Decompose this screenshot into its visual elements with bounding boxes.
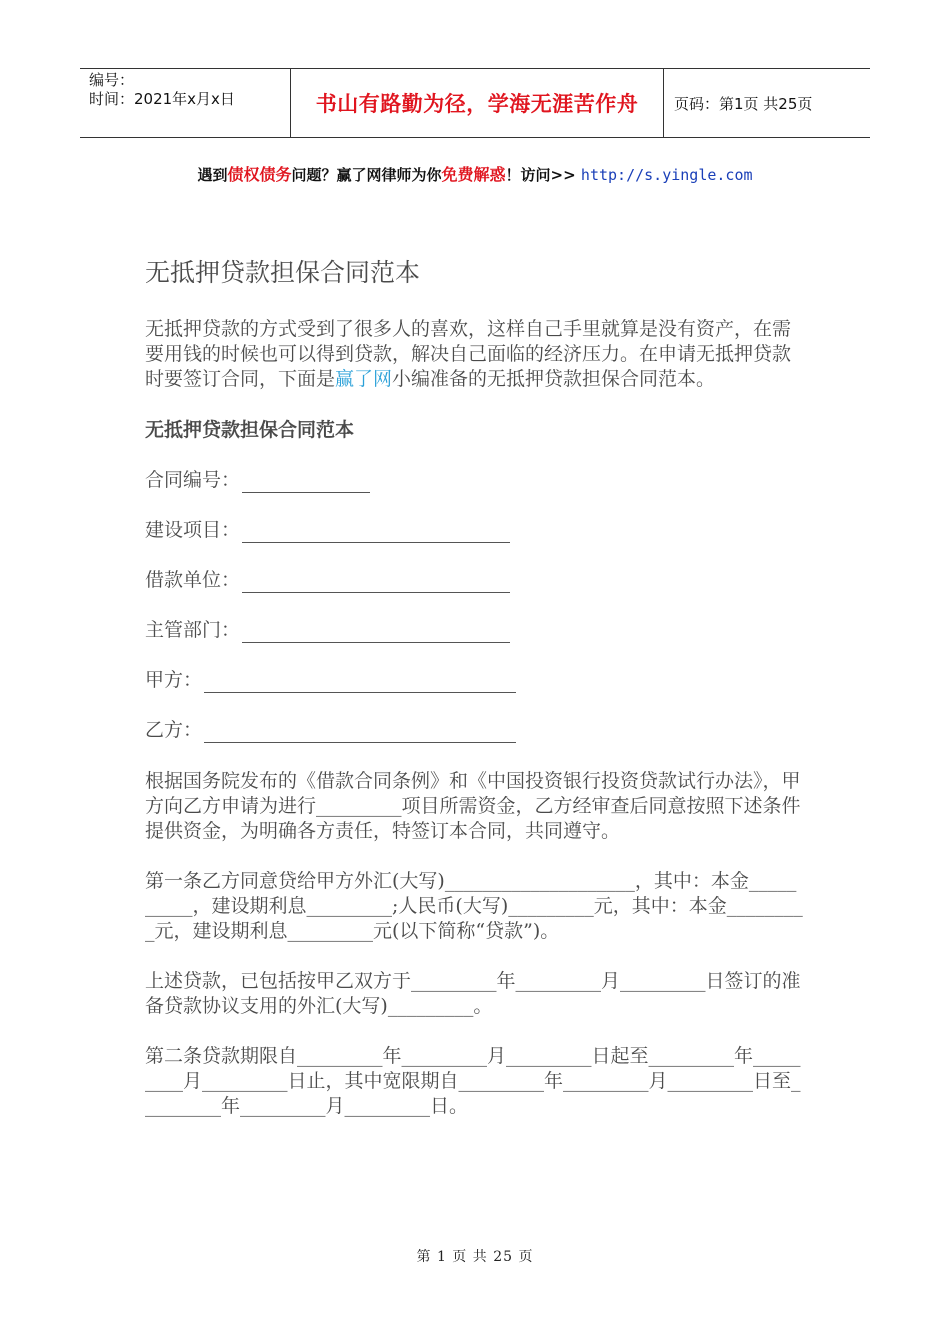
- document-header: [80, 68, 870, 138]
- paragraph-loan-scope: 上述贷款，已包括按甲乙双方于_________年_________月_________日签订的准备贷款协议支用的外汇(大写)_________。: [145, 970, 801, 1017]
- field-label: 乙方：: [145, 719, 203, 741]
- document-number-label: 编号：: [89, 71, 135, 89]
- promo-banner: [0, 162, 950, 185]
- paragraph-article-1: 第一条乙方同意贷给甲方外汇(大写)____________________，其中：本金__________，建设期利息_________;人民币(大写)_________元，其中：本金_________元，建设期利息_________元(以下简称“贷款”)。: [145, 870, 803, 942]
- article-title: 无抵押贷款担保合同范本: [145, 258, 421, 287]
- promo-link[interactable]: http://s.yingle.com: [580, 166, 753, 184]
- intro-text: 无抵押贷款的方式受到了很多人的喜欢，这样自己手里就算是没有资产，在需要用钱的时候也可以得到贷款，解决自己面临的经济压力。在申请无抵押贷款时要签订合同，下面是: [145, 318, 792, 390]
- document-time-label: 时间：2021年x月x日: [89, 90, 235, 108]
- field-label: 借款单位：: [145, 569, 241, 591]
- field-label: 甲方：: [145, 669, 203, 691]
- page-footer: 第 1 页 共 25 页: [416, 1249, 534, 1265]
- party-a-field: [145, 668, 805, 693]
- header-motto: 书山有路勤为径，学海无涯苦作舟: [290, 69, 664, 137]
- department-field: [145, 618, 805, 643]
- paragraph-article-2: 第二条贷款期限自_________年_________月_________日起至_________年_________月_________日止，其中宽限期自_________年_________月_________日至_________年_________月_________日。: [145, 1045, 801, 1117]
- contract-number-field: [145, 468, 805, 493]
- blank-line: [204, 724, 516, 743]
- field-label: 建设项目：: [145, 519, 241, 541]
- blank-line: [242, 574, 510, 593]
- field-label: 合同编号：: [145, 469, 241, 491]
- intro-text-end: 小编准备的无抵押贷款担保合同范本。: [392, 368, 716, 390]
- paragraph-basis: 根据国务院发布的《借款合同条例》和《中国投资银行投资贷款试行办法》，甲方向乙方申请为进行_________项目所需资金，乙方经审查后同意按照下述条件提供资金，为明确各方责任，特签订本合同，共同遵守。: [145, 770, 801, 842]
- borrower-field: [145, 568, 805, 593]
- intro-paragraph: [145, 317, 805, 392]
- promo-highlight: 免费解惑: [441, 165, 506, 184]
- promo-keyword: 债权债务: [227, 165, 292, 184]
- field-label: 主管部门：: [145, 619, 241, 641]
- header-meta: [80, 69, 290, 137]
- blank-line: [242, 624, 510, 643]
- section-subtitle: 无抵押贷款担保合同范本: [145, 419, 355, 441]
- header-page-info: 页码：第1页 共25页: [674, 94, 813, 113]
- project-field: [145, 518, 805, 543]
- blank-line: [204, 674, 516, 693]
- party-b-field: [145, 718, 805, 743]
- promo-prefix: 遇到: [197, 166, 228, 184]
- article-body: [145, 256, 805, 1119]
- blank-line: [242, 474, 370, 493]
- intro-link[interactable]: 赢了网: [335, 368, 393, 390]
- blank-line: [242, 524, 510, 543]
- promo-middle: 问题？赢了网律师为你: [291, 166, 442, 184]
- promo-suffix: ！访问>>: [505, 166, 576, 184]
